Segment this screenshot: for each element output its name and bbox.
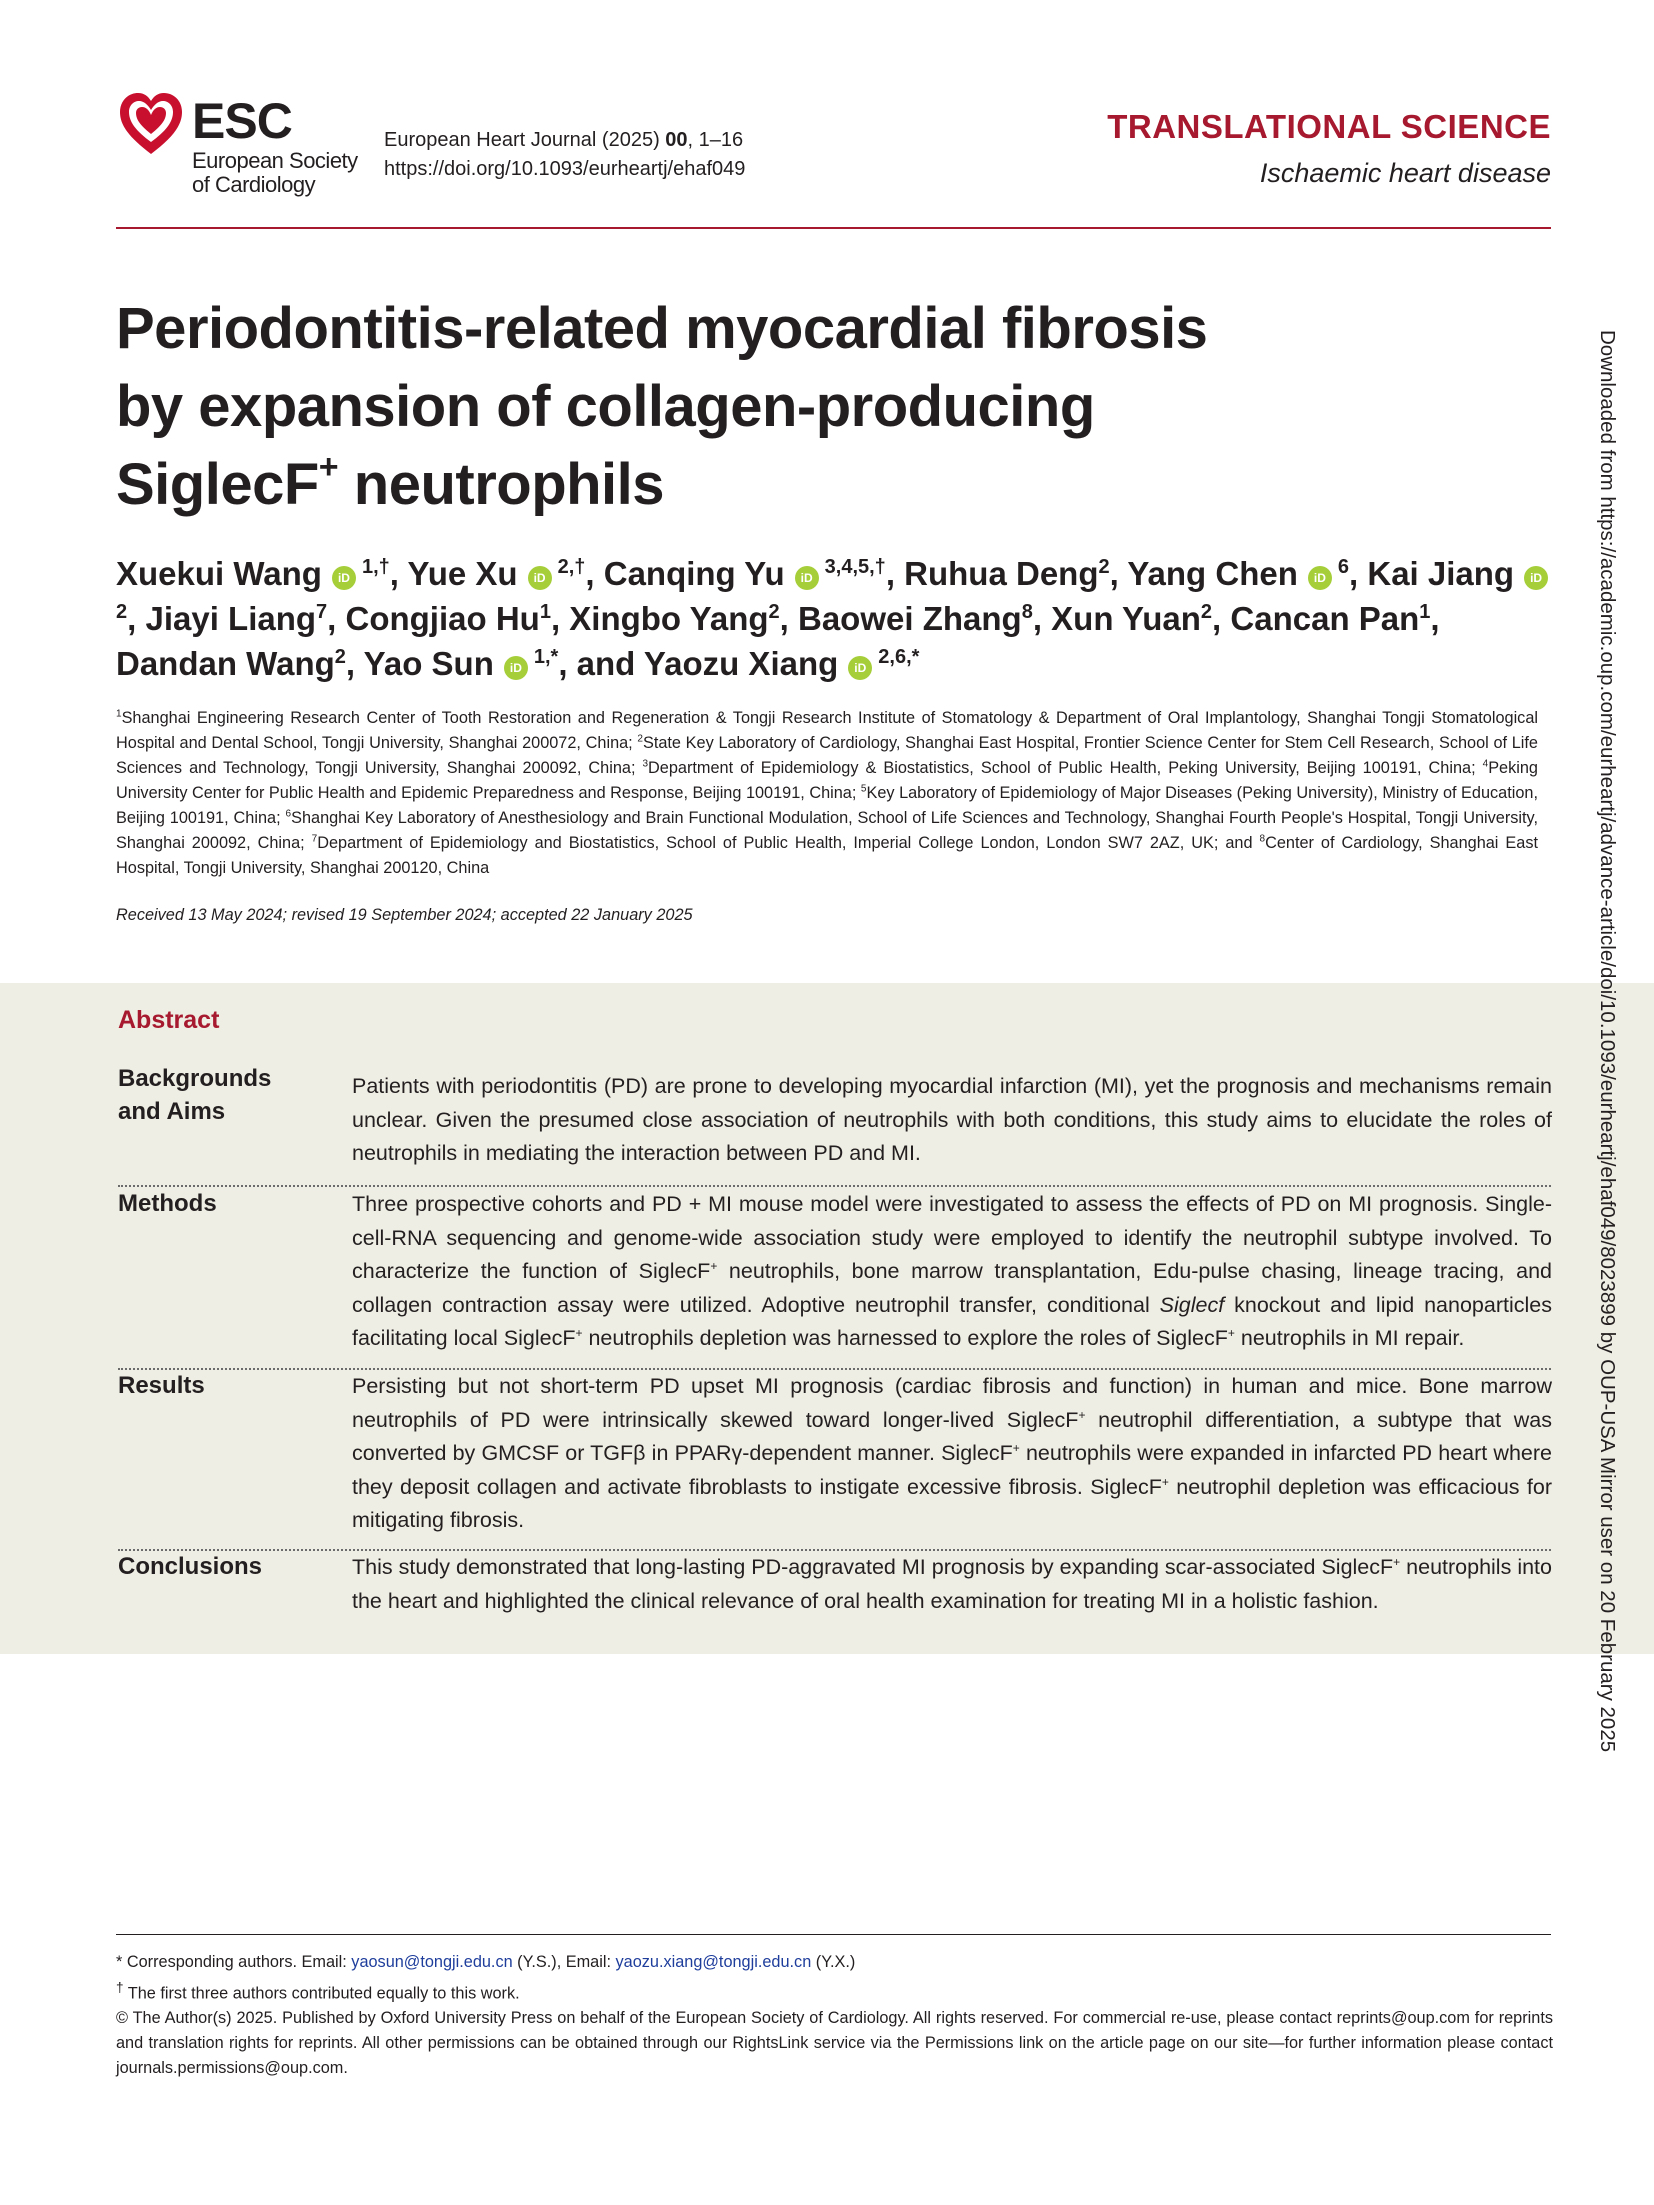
orcid-icon[interactable]: iD xyxy=(504,656,528,680)
orcid-icon[interactable]: iD xyxy=(848,656,872,680)
orcid-icon[interactable]: iD xyxy=(795,566,819,590)
author-name: Xingbo Yang$^2$, xyxy=(569,600,798,637)
author-name: Baowei Zhang$^8$, xyxy=(798,600,1052,637)
esc-logo xyxy=(116,90,376,205)
title-line-3: SiglecF+ neutrophils xyxy=(116,447,665,517)
doi-link[interactable]: https://doi.org/10.1093/eurheartj/ehaf049 xyxy=(384,158,746,180)
orcid-icon[interactable]: iD xyxy=(332,566,356,590)
results-label: Results xyxy=(118,1372,205,1399)
methods-text: Three prospective cohorts and PD + MI mouse model were investigated to assess the effects of PD on MI prognosis. Single-cell-RNA sequencing and genome-wide association study were employed to identify the neutrophil subtype involved. To characterize the function of SiglecF+ neutrophils, bone marrow transplantation, Edu-pulse chasing, lineage tracing, and collagen contraction assay were utilized. Adoptive neutrophil transfer, conditional Siglecf knockout and lipid nanoparticles facilitating local SiglecF+ neutrophils depletion was harnessed to explore the roles of SiglecF+ neutrophils in MI repair. xyxy=(352,1192,1552,1350)
author-name: Kai Jiang $iD^2$, xyxy=(116,555,1554,637)
affiliation: $^3$Department of Epidemiology & Biostatistics, School of Public Health, Peking University, Beijing 100191, China; xyxy=(642,758,1483,777)
download-watermark-text: Downloaded from https://academic.oup.com/eurheartj/advance-article/doi/10.1093/eurheartj/ehaf049/8023899 by OUP-USA Mirror user on 20 February 2025 xyxy=(1596,330,1619,1753)
heart-logo-icon xyxy=(116,90,186,158)
download-watermark xyxy=(1595,330,1635,1880)
conclusions-text: This study demonstrated that long-lasting PD-aggravated MI prognosis by expanding scar-associated SiglecF+ neutrophils into the heart and highlighted the clinical relevance of oral health examination for treating MI in a holistic fashion. xyxy=(352,1554,1552,1613)
author-name: Canqing Yu iD $^{3,4,5,\dagger}$, xyxy=(603,555,905,592)
conclusions-label: Conclusions xyxy=(118,1553,263,1580)
corresponding-authors-note: * Corresponding authors. Email: yaosun@tongji.edu.cn (Y.S.), Email: yaozu.xiang@tongji.edu.cn (Y.X.) xyxy=(116,1953,856,1971)
title-line-2: by expansion of collagen-producing xyxy=(116,374,1095,439)
author-name: Xun Yuan$^2$, xyxy=(1051,600,1231,637)
author-name: Yue Xu iD $^{2,\dagger}$, xyxy=(407,555,604,592)
email-link-yaozu[interactable]: yaozu.xiang@tongji.edu.cn xyxy=(615,1953,812,1971)
affiliation: $^8$Center of Cardiology, Shanghai East Hospital, Tongji University, Shanghai 200120, China xyxy=(116,833,1538,877)
subsection-label: Ischaemic heart disease xyxy=(1259,158,1551,188)
author-name: Yang Chen iD $^6$, xyxy=(1127,555,1368,592)
author-name: Yaozu Xiang iD $^{2,6,*}$ xyxy=(643,645,920,682)
section-label: TRANSLATIONAL SCIENCE xyxy=(1107,108,1551,145)
author-name: Congjiao Hu$^1$, xyxy=(345,600,570,637)
equal-contribution-note: † The first three authors contributed equally to this work. xyxy=(116,1980,520,2003)
author-name: Ruhua Deng$^2$, xyxy=(904,555,1128,592)
title-line-1: Periodontitis-related myocardial fibrosis xyxy=(116,296,1208,361)
logo-esc-text: ESC xyxy=(192,93,292,149)
orcid-icon[interactable]: iD xyxy=(1524,566,1548,590)
results-text: Persisting but not short-term PD upset MI prognosis (cardiac fibrosis and function) in human and mice. Bone marrow neutrophils of PD were intrinsically skewed toward longer-lived SiglecF+ neutrophil differentiation, a subtype that was converted by GMCSF or TGFβ in PPARγ-dependent manner. SiglecF+ neutrophils were expanded in infarcted PD heart where they deposit collagen and activate fibroblasts to instigate excessive fibrosis. SiglecF+ neutrophil depletion was efficacious for mitigating fibrosis. xyxy=(352,1374,1552,1532)
abstract-heading: Abstract xyxy=(118,1006,220,1034)
header-divider xyxy=(116,227,1551,229)
author-name: Cancan Pan$^1$, xyxy=(1230,600,1440,637)
journal-reference: European Heart Journal (2025) 00, 1–16 xyxy=(384,129,744,151)
logo-cardiology-text: of Cardiology xyxy=(192,172,316,197)
journal-citation xyxy=(384,126,745,184)
footnotes xyxy=(116,1950,1553,2081)
copyright-note: © The Author(s) 2025. Published by Oxford University Press on behalf of the European Society of Cardiology. All rights reserved. For commercial re-use, please contact reprints@oup.com for reprints and translation rights for reprints. All other permissions can be obtained through our RightsLink service via the Permissions link on the article page on our site—for further information please contact journals.permissions@oup.com. xyxy=(116,2009,1553,2078)
footnote-divider xyxy=(116,1934,1551,1935)
orcid-icon[interactable]: iD xyxy=(528,566,552,590)
author-name: Yao Sun iD $^{1,*}$, and xyxy=(363,645,644,682)
author-name: Dandan Wang$^2$, xyxy=(116,645,364,682)
affiliations xyxy=(116,706,1538,881)
affiliation: $^5$Key Laboratory of Epidemiology of Major Diseases (Peking University), Ministry of Education, Beijing 100191, China; xyxy=(116,783,1538,827)
background-text: Patients with periodontitis (PD) are prone to developing myocardial infarction (MI), yet the prognosis and mechanisms remain unclear. Given the presumed close association of neutrophils with both conditions, this study aims to elucidate the roles of neutrophils in mediating the interaction between PD and MI. xyxy=(352,1074,1552,1165)
affiliation: $^7$Department of Epidemiology and Biostatistics, School of Public Health, Imperial College London, London SW7 2AZ, UK; and xyxy=(311,833,1260,852)
background-label: Backgrounds and Aims xyxy=(118,1065,272,1125)
article-title xyxy=(116,290,1416,524)
author-list xyxy=(116,551,1566,686)
affiliation: $^1$Shanghai Engineering Research Center of Tooth Restoration and Regeneration & Tongji Research Institute of Stomatology & Department of Oral Implantology, Shanghai Tongji Stomatological Hospital and Dental School, Tongji University, Shanghai 200072, China; xyxy=(116,708,1538,752)
email-link-yaosun[interactable]: yaosun@tongji.edu.cn xyxy=(351,1953,513,1971)
author-name: Jiayi Liang$^7$, xyxy=(145,600,346,637)
affiliation: $^2$State Key Laboratory of Cardiology, Shanghai East Hospital, Frontier Science Center for Stem Cell Research, School of Life Sciences and Technology, Tongji University, Shanghai 200092, China; xyxy=(116,733,1538,777)
affiliation: $^6$Shanghai Key Laboratory of Anesthesiology and Brain Functional Modulation, School of Life Sciences and Technology, Shanghai Fourth People's Hospital, Tongji University, Shanghai 200092, China; xyxy=(116,808,1538,852)
received-dates: Received 13 May 2024; revised 19 September 2024; accepted 22 January 2025 xyxy=(116,906,693,924)
methods-label: Methods xyxy=(118,1190,217,1217)
orcid-icon[interactable]: iD xyxy=(1308,566,1332,590)
abstract-panel xyxy=(0,983,1654,1654)
affiliation: $^4$Peking University Center for Public Health and Epidemic Preparedness and Response, Beijing 100191, China; xyxy=(116,758,1538,802)
author-name: Xuekui Wang iD $^{1,\dagger}$, xyxy=(116,555,408,592)
logo-society-text: European Society xyxy=(192,148,358,173)
